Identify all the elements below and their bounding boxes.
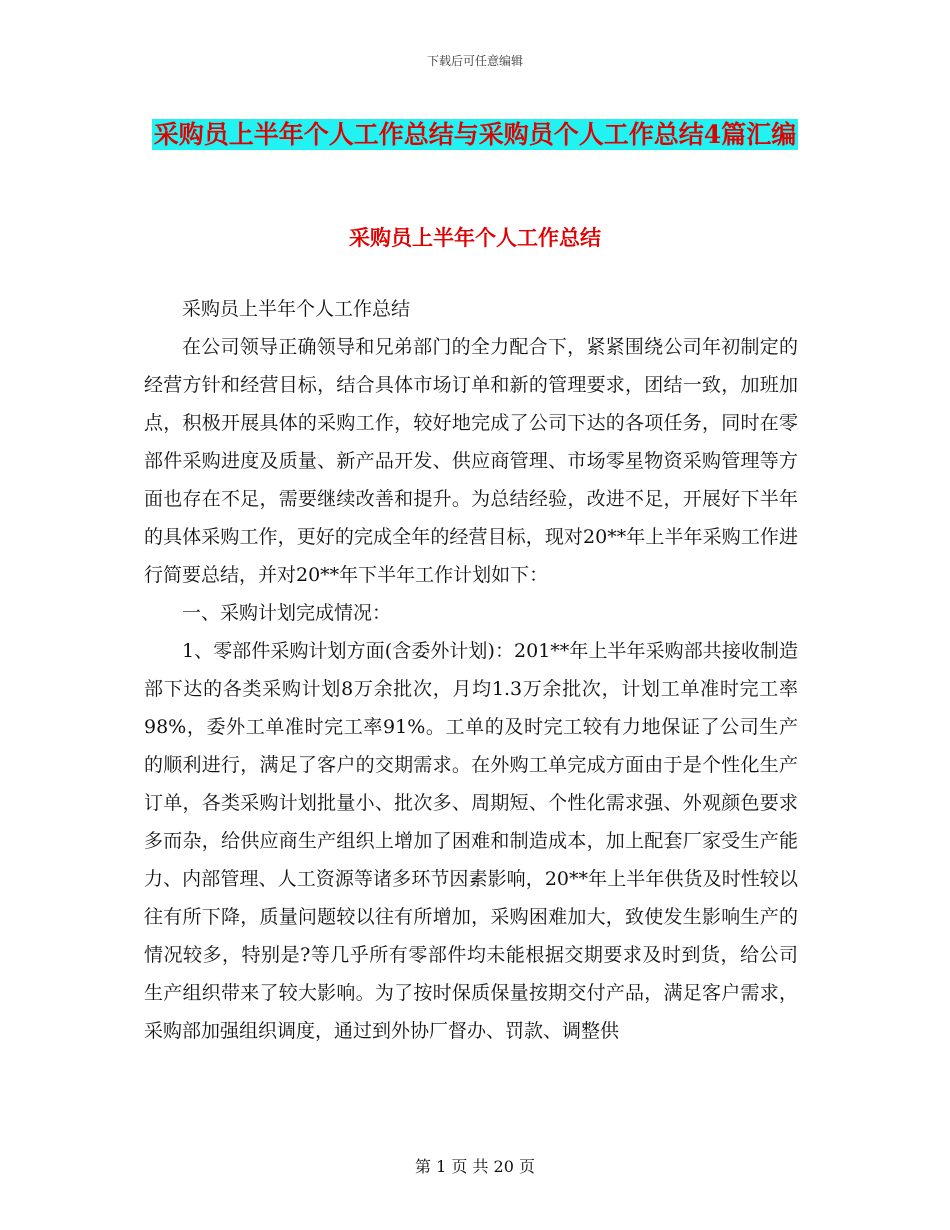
document-body (144, 290, 798, 1050)
document-title-text: 采购员上半年个人工作总结与采购员个人工作总结4篇汇编 (153, 120, 797, 149)
section-title: 采购员上半年个人工作总结 (349, 225, 601, 250)
document-title (140, 108, 810, 161)
paragraph: 在公司领导正确领导和兄弟部门的全力配合下，紧紧围绕公司年初制定的经营方针和经营目标，结合具体市场订单和新的管理要求，团结一致，加班加点，积极开展具体的采购工作，较好地完成了公司下达的各项任务，同时在零部件采购进度及质量、新产品开发、供应商管理、市场零星物资采购管理等方面也存在不足，需要继续改善和提升。为总结经验，改进不足，开展好下半年的具体采购工作，更好的完成全年的经营目标，现对20**年上半年采购工作进行简要总结，并对20**年下半年工作计划如下： (144, 336, 798, 586)
paragraph: 一、采购计划完成情况： (182, 602, 392, 624)
page-footer: 第 1 页 共 20 页 (415, 1157, 535, 1176)
header-note: 下载后可任意编辑 (426, 54, 523, 68)
paragraph: 1、零部件采购计划方面(含委外计划)：201**年上半年采购部共接收制造部下达的各类采购计划8万余批次，月均1.3万余批次，计划工单准时完工率98%，委外工单准时完工率91%。工单的及时完工较有力地保证了公司生产的顺利进行，满足了客户的交期需求。在外购工单完成方面由于是个性化生产订单，各类采购计划批量小、批次多、周期短、个性化需求强、外观颜色要求多而杂，给供应商生产组织上增加了困难和制造成本，加上配套厂家受生产能力、内部管理、人工资源等诸多环节因素影响，20**年上半年供货及时性较以往有所下降，质量问题较以往有所增加，采购困难加大，致使发生影响生产的情况较多，特别是?等几乎所有零部件均未能根据交期要求及时到货，给公司生产组织带来了较大影响。为了按时保质保量按期交付产品，满足客户需求，采购部加强组织调度，通过到外协厂督办、罚款、调整供 (144, 640, 798, 1042)
paragraph: 采购员上半年个人工作总结 (182, 298, 411, 320)
